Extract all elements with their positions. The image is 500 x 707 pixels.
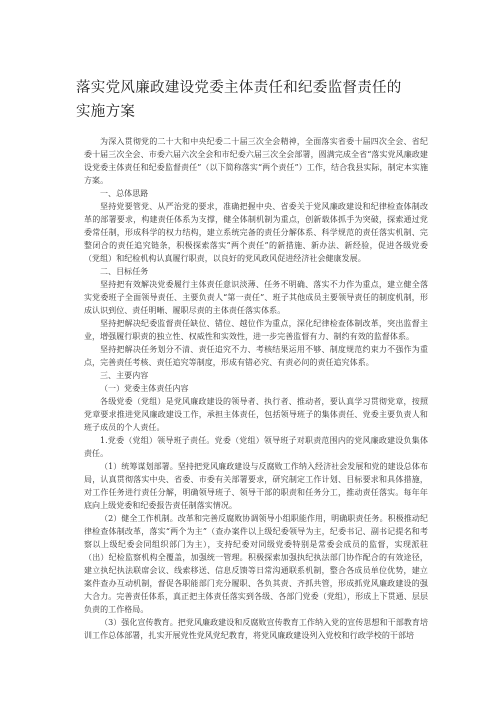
subsection-heading-1: （一）党委主体责任内容 [100, 384, 189, 393]
title-line-1: 落实党风廉政建设党委主体责任和纪委监督责任的 [76, 80, 402, 96]
document-body [84, 135, 428, 642]
numbered-item: （3）强化宣传教育。把党风廉政建设和反腐败宣传教育工作纳入党的宣传思想和干部教育培训工作总体部署，扎实开展党性党风党纪教育，将党风廉政建设列入党校和行政学校的干部培 [84, 618, 428, 640]
section-heading-1: 一、总体思路 [100, 189, 149, 198]
numbered-item: 1.党委（党组）领导班子责任。党委（党组）领导班子对职责范围内的党风廉政建设负集体责任。 [84, 436, 428, 458]
section-heading-3: 三、主要内容 [100, 371, 149, 380]
body-paragraph: 坚持把有效解决党委履行主体责任意识淡薄、任务不明确、落实不力作为重点，建立健全落实党委班子全面领导责任、主要负责人“第一责任”、班子其他成员主要领导责任的制度机制，形成认识到位、责任明晰、履职尽责的主体责任落实体系。 [84, 280, 428, 315]
numbered-item: （2）健全工作机制。改革和完善反腐败协调领导小组职能作用，明确职责任务。积极推动纪律检查体制改革，落实“两个为主”（查办案件以上级纪委领导为主，纪委书记、副书记提名和考察以上级纪委会同组织部门为主），支持纪委对同级党委特别是常委会成员的监督，实现派驻（出）纪检监察机构全覆盖，加强统一管理。积极探索加强执纪执法部门协作配合的有效途径，建立执纪执法联席会议、线索移送、信息反馈等日常沟通联系机制，整合各成员单位优势，建立案件查办互动机制，督促各职能部门充分履职、各负其责、齐抓共管，形成抓党风廉政建设的强大合力。完善责任体系，真正把主体责任落实到各级、各部门党委（党组），形成上下贯通、层层负责的工作格局。 [84, 514, 428, 614]
title-line-2: 实施方案 [76, 104, 136, 120]
body-paragraph: 坚持把解决纪委监督责任缺位、错位、越位作为重点，深化纪律检查体制改革，突出监督主业，增强履行职责的独立性、权威性和实效性，进一步完善监督有力、制约有效的监督体系。 [84, 319, 428, 341]
numbered-item: （1）统筹谋划部署。坚持把党风廉政建设与反腐败工作纳入经济社会发展和党的建设总体布局，认真贯彻落实中央、省委、市委有关部署要求，研究制定工作计划、目标要求和具体措施，对工作任务进行责任分解，明确领导班子、领导干部的职责和任务分工，推动责任落实。每年年底向上级党委和纪委报告责任制落实情况。 [84, 462, 428, 510]
section-heading-2: 二、目标任务 [100, 267, 149, 276]
intro-paragraph: 为深入贯彻党的二十大和中央纪委二十届三次全会精神，全面落实省委十届四次全会、省纪委十届三次全会、市委六届六次全会和市纪委六届三次全会部署，圆满完成全省“落实党风廉政建设党委主体责任和纪委监督责任”（以下简称落实“两个责任”）工作，结合我县实际，制定本实施方案。 [84, 137, 428, 185]
body-paragraph: 各级党委（党组）是党风廉政建设的领导者、执行者、推动者，要认真学习贯彻党章，按照党章要求推进党风廉政建设工作，承担主体责任，包括领导班子的集体责任、党委主要负责人和班子成员的个人责任。 [84, 397, 428, 432]
document-title [76, 76, 436, 124]
body-paragraph: 坚持党要管党、从严治党的要求，准确把握中央、省委关于党风廉政建设和纪律检查体制改革的部署要求，构建责任体系为支撑，健全体制机制为重点，创新载体抓手为突破，探索通过党委常任制，形成科学的权力结构，建立系统完备的责任分解体系、科学规范的责任落实机制、完整闭合的责任追究链条，积极探索落实“两个责任”的新措施、新办法、新经验，促进各级党委（党组）和纪检机构认真履行职责，以良好的党风政风促进经济社会健康发展。 [84, 202, 428, 263]
body-paragraph: 坚持把解决任务划分不清、责任追究不力、考核结果运用不够、制度规范约束力不强作为重点，完善责任考核、责任追究等制度，形成有错必究、有责必问的责任追究体系。 [84, 345, 428, 367]
